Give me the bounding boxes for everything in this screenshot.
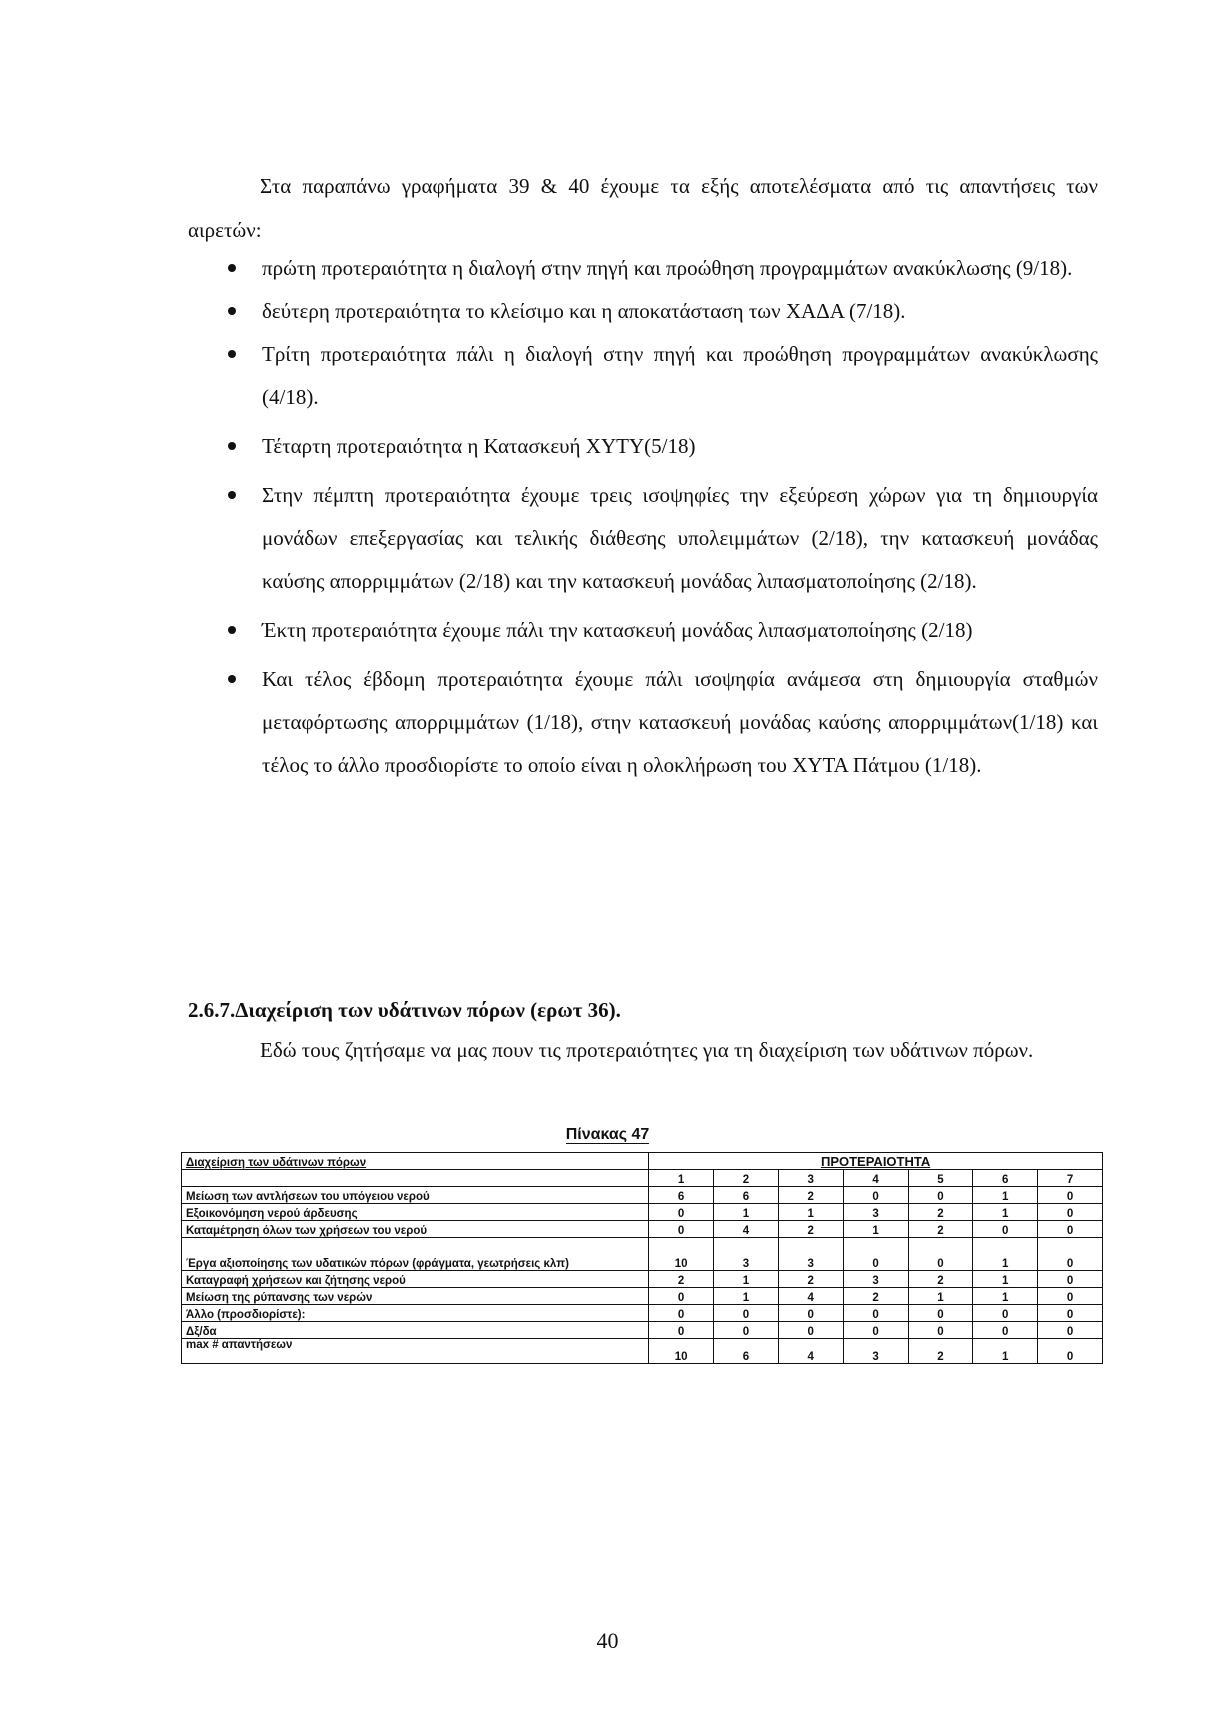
value-cell: 2 <box>778 1271 843 1288</box>
value-cell: 0 <box>1038 1187 1103 1204</box>
value-cell: 4 <box>714 1221 779 1238</box>
priority-number-cell: 2 <box>714 1170 779 1187</box>
bullet-icon <box>228 626 236 634</box>
bullet-icon <box>228 491 236 499</box>
value-cell: 0 <box>778 1305 843 1322</box>
value-cell: 3 <box>843 1204 908 1221</box>
table-row <box>182 1305 1103 1322</box>
value-cell: 1 <box>973 1339 1038 1364</box>
intro-text: Στα παραπάνω γραφήματα 39 & 40 έχουμε τα εξής αποτελέσματα από τις απαντήσεις των αιρετών: <box>188 174 1098 242</box>
value-cell: 10 <box>649 1238 714 1271</box>
value-cell: 1 <box>973 1271 1038 1288</box>
table-row <box>182 1221 1103 1238</box>
table-row <box>182 1204 1103 1221</box>
row-label-cell: Μείωση της ρύπανσης των νερών <box>182 1288 649 1305</box>
bullet-icon <box>228 350 236 358</box>
value-cell: 6 <box>714 1187 779 1204</box>
value-cell: 2 <box>908 1221 973 1238</box>
row-label-cell: Άλλο (προσδιορίστε): <box>182 1305 649 1322</box>
priority-number-cell: 7 <box>1038 1170 1103 1187</box>
row-label-cell: max # απαντήσεων <box>182 1339 649 1364</box>
value-cell: 3 <box>714 1238 779 1271</box>
row-label-cell: Έργα αξιοποίησης των υδατικών πόρων (φράγματα, γεωτρήσεις κλπ) <box>182 1238 649 1271</box>
value-cell: 1 <box>714 1288 779 1305</box>
row-label-cell: Δξ/δα <box>182 1322 649 1339</box>
list-item: πρώτη προτεραιότητα η διαλογή στην πηγή και προώθηση προγραμμάτων ανακύκλωσης (9/18). <box>188 247 1098 290</box>
empty-cell <box>182 1170 649 1187</box>
value-cell: 0 <box>908 1322 973 1339</box>
table-row <box>182 1187 1103 1204</box>
value-cell: 0 <box>908 1238 973 1271</box>
value-cell: 0 <box>843 1305 908 1322</box>
value-cell: 0 <box>973 1322 1038 1339</box>
value-cell: 0 <box>649 1204 714 1221</box>
value-cell: 3 <box>843 1271 908 1288</box>
value-cell: 4 <box>778 1339 843 1364</box>
list-item: Τέταρτη προτεραιότητα η Κατασκευή ΧΥΤΥ(5/18) <box>188 425 1098 468</box>
value-cell: 1 <box>714 1204 779 1221</box>
value-cell: 10 <box>649 1339 714 1364</box>
value-cell: 0 <box>778 1322 843 1339</box>
value-cell: 0 <box>649 1322 714 1339</box>
value-cell: 2 <box>778 1221 843 1238</box>
value-cell: 0 <box>908 1187 973 1204</box>
value-cell: 0 <box>714 1322 779 1339</box>
value-cell: 0 <box>1038 1288 1103 1305</box>
water-priorities-table <box>181 1152 1103 1364</box>
priority-number-cell: 3 <box>778 1170 843 1187</box>
bullet-icon <box>228 442 236 450</box>
table-row <box>182 1322 1103 1339</box>
table-row <box>182 1271 1103 1288</box>
row-label-cell: Εξοικονόμηση νερού άρδευσης <box>182 1204 649 1221</box>
water-resources-section <box>188 992 1098 1072</box>
value-cell: 0 <box>973 1221 1038 1238</box>
row-label-cell: Καταγραφή χρήσεων και ζήτησης νερού <box>182 1271 649 1288</box>
list-item: δεύτερη προτεραιότητα το κλείσιμο και η αποκατάσταση των ΧΑΔΑ (7/18). <box>188 290 1098 333</box>
value-cell: 2 <box>908 1339 973 1364</box>
list-item: Έκτη προτεραιότητα έχουμε πάλι την κατασκευή μονάδας λιπασματοποίησης (2/18) <box>188 609 1098 652</box>
value-cell: 1 <box>843 1221 908 1238</box>
value-cell: 0 <box>649 1288 714 1305</box>
results-list <box>188 247 1098 787</box>
value-cell: 0 <box>649 1305 714 1322</box>
value-cell: 2 <box>778 1187 843 1204</box>
value-cell: 6 <box>714 1339 779 1364</box>
value-cell: 0 <box>973 1305 1038 1322</box>
value-cell: 1 <box>908 1288 973 1305</box>
value-cell: 0 <box>843 1322 908 1339</box>
value-cell: 0 <box>843 1187 908 1204</box>
value-cell: 0 <box>843 1238 908 1271</box>
value-cell: 1 <box>714 1271 779 1288</box>
table-caption: Πίνακας 47 <box>565 1126 650 1143</box>
section-paragraph: Εδώ τους ζητήσαμε να μας πουν τις προτεραιότητες για τη διαχείριση των υδάτινων πόρων. <box>260 1038 1034 1062</box>
row-label-cell: Μείωση των αντλήσεων του υπόγειου νερού <box>182 1187 649 1204</box>
value-cell: 0 <box>1038 1238 1103 1271</box>
table-row <box>182 1339 1103 1364</box>
value-cell: 0 <box>1038 1305 1103 1322</box>
value-cell: 4 <box>778 1288 843 1305</box>
priority-number-row <box>182 1170 1103 1187</box>
value-cell: 0 <box>714 1305 779 1322</box>
table-row <box>182 1238 1103 1271</box>
value-cell: 0 <box>649 1221 714 1238</box>
intro-paragraph <box>188 164 1098 252</box>
priority-number-cell: 4 <box>843 1170 908 1187</box>
bullet-icon <box>228 307 236 315</box>
bullet-icon <box>228 675 236 683</box>
value-cell: 0 <box>1038 1221 1103 1238</box>
value-cell: 2 <box>908 1204 973 1221</box>
value-cell: 1 <box>778 1204 843 1221</box>
priority-number-cell: 6 <box>973 1170 1038 1187</box>
header-priority-cell: ΠΡΟΤΕΡΑΙΟΤΗΤΑ <box>649 1153 1103 1170</box>
value-cell: 2 <box>649 1271 714 1288</box>
value-cell: 0 <box>1038 1322 1103 1339</box>
value-cell: 3 <box>843 1339 908 1364</box>
list-item: Τρίτη προτεραιότητα πάλι η διαλογή στην πηγή και προώθηση προγραμμάτων ανακύκλωσης (4/18). <box>188 333 1098 419</box>
row-label-cell: Καταμέτρηση όλων των χρήσεων του νερού <box>182 1221 649 1238</box>
section-heading: 2.6.7.Διαχείριση των υδάτινων πόρων (ερωτ 36). <box>188 998 621 1022</box>
value-cell: 0 <box>1038 1204 1103 1221</box>
table-row <box>182 1288 1103 1305</box>
list-item: Στην πέμπτη προτεραιότητα έχουμε τρεις ισοψηφίες την εξεύρεση χώρων για τη δημιουργία μονάδων επεξεργασίας και τελικής διάθεσης υπολειμμάτων (2/18), την κατασκευή μονάδας καύσης απορριμμάτων (2/18) και την κατασκευή μονάδας λιπασματοποίησης (2/18). <box>188 474 1098 603</box>
header-label-cell: Διαχείριση των υδάτινων πόρων <box>182 1153 649 1170</box>
value-cell: 1 <box>973 1288 1038 1305</box>
bullet-icon <box>228 264 236 272</box>
value-cell: 1 <box>973 1204 1038 1221</box>
value-cell: 3 <box>778 1238 843 1271</box>
value-cell: 0 <box>908 1305 973 1322</box>
value-cell: 0 <box>1038 1271 1103 1288</box>
value-cell: 1 <box>973 1187 1038 1204</box>
value-cell: 0 <box>1038 1339 1103 1364</box>
value-cell: 2 <box>843 1288 908 1305</box>
priority-number-cell: 5 <box>908 1170 973 1187</box>
priority-number-cell: 1 <box>649 1170 714 1187</box>
table-header-row <box>182 1153 1103 1170</box>
list-item: Και τέλος έβδομη προτεραιότητα έχουμε πάλι ισοψηφία ανάμεσα στη δημιουργία σταθμών μεταφόρτωσης απορριμμάτων (1/18), στην κατασκευή μονάδας καύσης απορριμμάτων(1/18) και τέλος το άλλο προσδιορίστε το οποίο είναι η ολοκλήρωση του ΧΥΤΑ Πάτμου (1/18). <box>188 658 1098 787</box>
value-cell: 2 <box>908 1271 973 1288</box>
value-cell: 1 <box>973 1238 1038 1271</box>
value-cell: 6 <box>649 1187 714 1204</box>
page-number: 40 <box>596 1628 619 1653</box>
